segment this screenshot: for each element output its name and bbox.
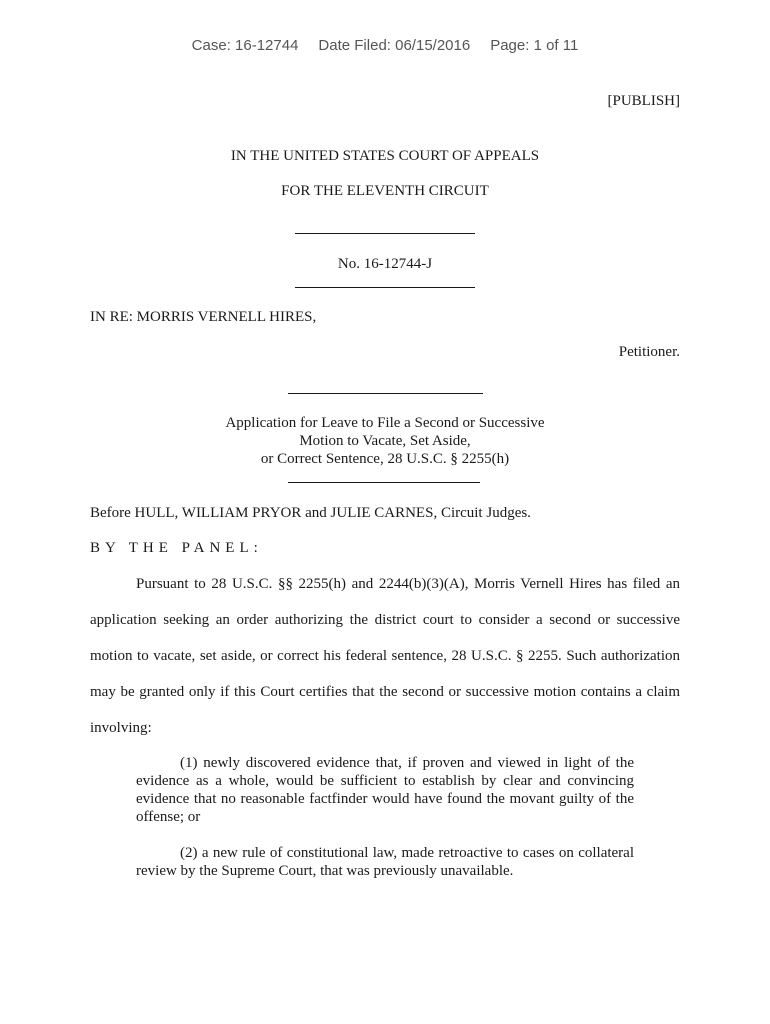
quote-line: offense; or (136, 809, 201, 825)
quote-line: evidence as a whole, would be sufficient to establish by clear and convincing (136, 773, 634, 789)
quote-item-2 (136, 844, 634, 880)
body-line: motion to vacate, set aside, or correct his federal sentence, 28 U.S.C. § 2255. Such authorization (90, 648, 680, 664)
circuit-name: FOR THE ELEVENTH CIRCUIT (281, 183, 489, 199)
docket-number: No. 16-12744-J (337, 256, 433, 272)
quote-line: review by the Supreme Court, that was previously unavailable. (136, 863, 514, 879)
case-number: Case: 16-12744 (191, 37, 299, 54)
quote-line: (1) newly discovered evidence that, if proven and viewed in light of the (180, 755, 634, 771)
quote-line: evidence that no reasonable factfinder would have found the movant guilty of the (136, 791, 634, 807)
divider (288, 393, 483, 394)
quote-line: (2) a new rule of constitutional law, made retroactive to cases on collateral (180, 845, 634, 861)
court-name: IN THE UNITED STATES COURT OF APPEALS (230, 148, 540, 164)
divider (295, 233, 475, 234)
party-role: Petitioner. (618, 344, 680, 360)
date-filed: Date Filed: 06/15/2016 (318, 37, 471, 54)
divider (288, 482, 480, 483)
before-judges: Before HULL, WILLIAM PRYOR and JULIE CARNES, Circuit Judges. (90, 505, 531, 521)
divider (295, 287, 475, 288)
application-line-2: Motion to Vacate, Set Aside, (299, 433, 471, 449)
body-line: involving: (90, 720, 152, 736)
application-line-1: Application for Leave to File a Second or Successive (225, 415, 545, 431)
by-the-panel: BY THE PANEL: (90, 540, 263, 556)
body-line: may be granted only if this Court certifies that the second or successive motion contains a claim (90, 684, 680, 700)
page-header (0, 37, 770, 54)
publish-tag: [PUBLISH] (607, 93, 680, 109)
caption-in-re: IN RE: MORRIS VERNELL HIRES, (90, 309, 317, 325)
body-line: application seeking an order authorizing the district court to consider a second or successive (90, 612, 680, 628)
page-number: Page: 1 of 11 (490, 37, 579, 54)
application-line-3: or Correct Sentence, 28 U.S.C. § 2255(h) (260, 451, 510, 467)
quote-item-1 (136, 754, 634, 826)
body-line: Pursuant to 28 U.S.C. §§ 2255(h) and 2244(b)(3)(A), Morris Vernell Hires has filed an (136, 576, 680, 592)
